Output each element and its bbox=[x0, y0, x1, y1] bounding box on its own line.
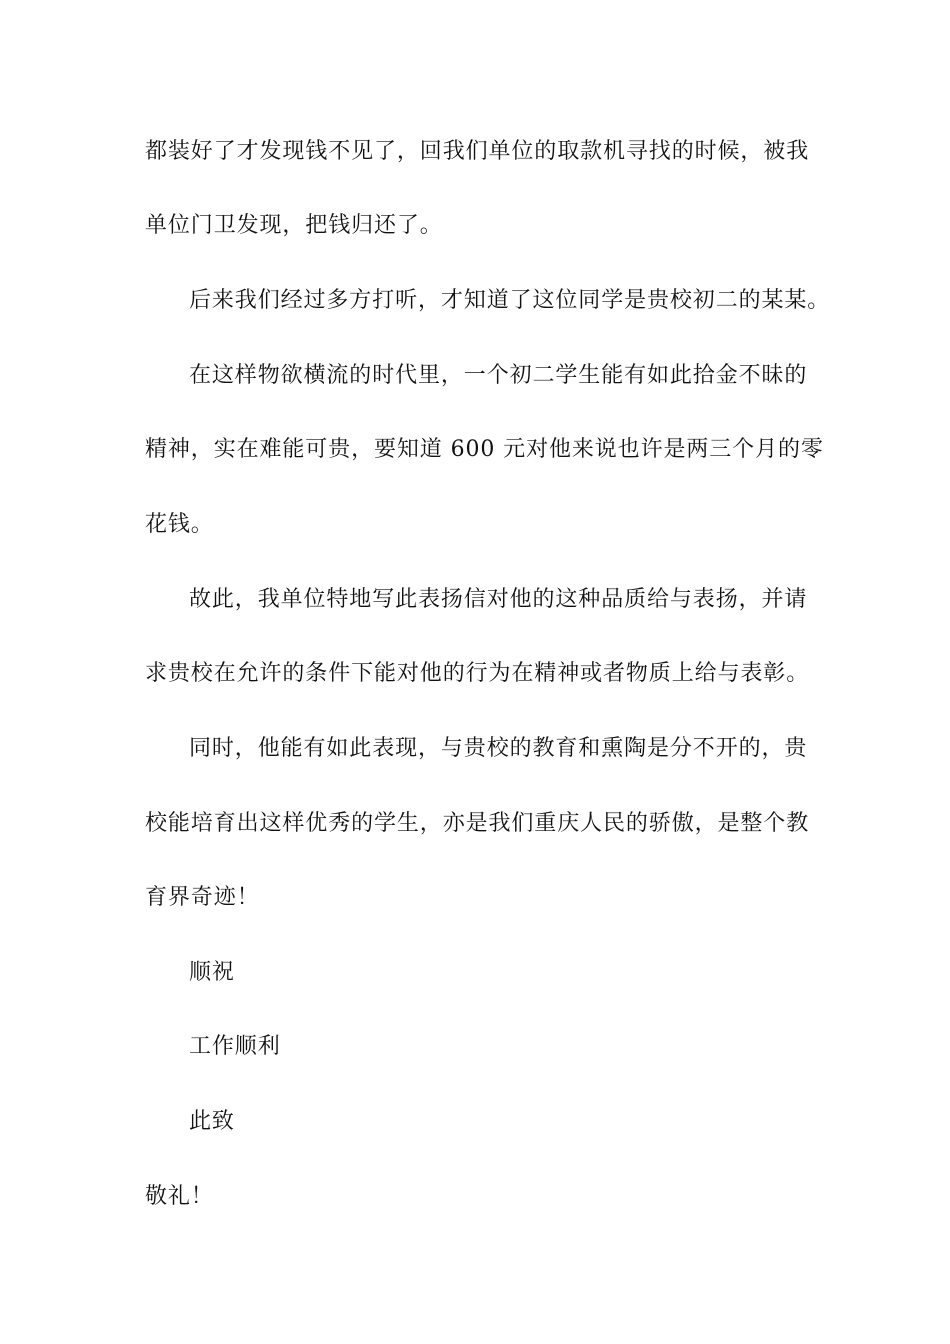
paragraph-line: 花钱。 bbox=[145, 512, 214, 537]
paragraph-line: 同时，他能有如此表现，与贵校的教育和熏陶是分不开的，贵 bbox=[189, 736, 808, 761]
paragraph-line: 在这样物欲横流的时代里，一个初二学生能有如此拾金不昧的 bbox=[189, 363, 808, 388]
paragraph-line: 都装好了才发现钱不见了，回我们单位的取款机寻找的时候，被我 bbox=[145, 139, 810, 164]
salutation-end: 敬礼！ bbox=[145, 1184, 214, 1209]
paragraph-line: 故此，我单位特地写此表扬信对他的这种品质给与表扬，并请 bbox=[189, 587, 808, 612]
paragraph-line: 后来我们经过多方打听，才知道了这位同学是贵校初二的某某。 bbox=[189, 288, 831, 313]
closing-wish-text: 工作顺利 bbox=[189, 1034, 281, 1059]
salutation: 此致 bbox=[189, 1109, 235, 1134]
paragraph-line: 单位门卫发现，把钱归还了。 bbox=[145, 213, 443, 238]
paragraph-line: 精神，实在难能可贵，要知道 600 元对他来说也许是两三个月的零 bbox=[145, 437, 824, 462]
paragraph-line: 校能培育出这样优秀的学生，亦是我们重庆人民的骄傲，是整个教 bbox=[145, 811, 810, 836]
paragraph-line: 求贵校在允许的条件下能对他的行为在精神或者物质上给与表彰。 bbox=[145, 661, 810, 686]
closing-wish: 顺祝 bbox=[189, 960, 235, 985]
paragraph-line: 育界奇迹！ bbox=[145, 885, 260, 910]
